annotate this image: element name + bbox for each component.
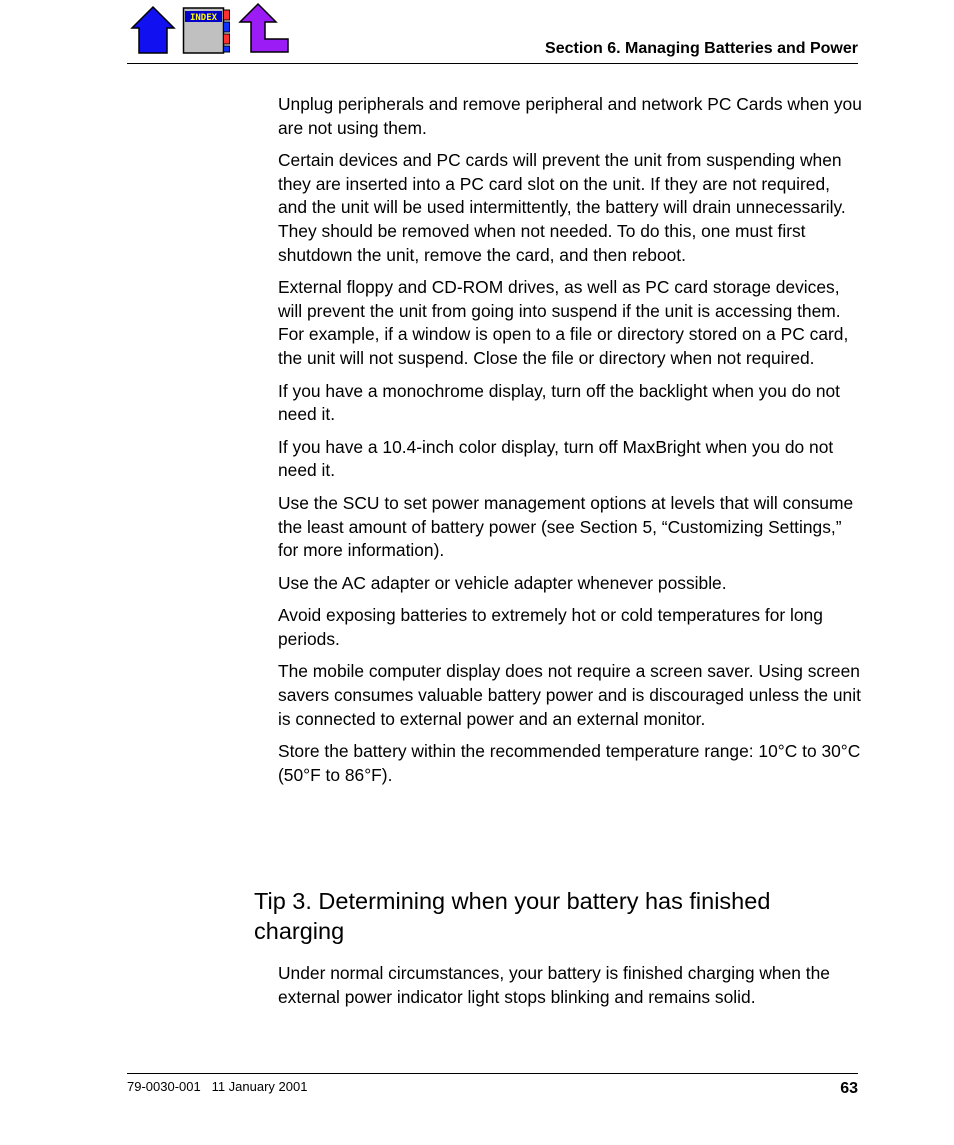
header-rule — [127, 63, 858, 64]
paragraph: Unplug peripherals and remove peripheral and network PC Cards when you are not using them. — [278, 94, 862, 138]
body-text — [278, 93, 863, 796]
paragraph: Certain devices and PC cards will prevent the unit from suspending when they are inserted into a PC card slot on the unit. If they are not required, and the unit will be used intermittently, the battery will drain unnecessarily. They should be removed when not needed. To do this, one must first shutdown the unit, remove the card, and then reboot. — [278, 150, 846, 265]
tip-heading: Tip 3. Determining when your battery has finished charging — [254, 888, 771, 944]
nav-toolbar — [130, 0, 290, 54]
tip-paragraph: Under normal circumstances, your battery is finished charging when the external power indicator light stops blinking and remains solid. — [278, 963, 830, 1007]
paragraph: External floppy and CD-ROM drives, as well as PC card storage devices, will prevent the unit from going into suspend if the unit is accessing them. For example, if a window is open to a file or directory stored on a PC card, the unit will not suspend. Close the file or directory when not required. — [278, 277, 849, 368]
section-title: Section 6. Managing Batteries and Power — [545, 40, 858, 57]
page-number: 63 — [840, 1080, 858, 1097]
paragraph: Use the SCU to set power management options at levels that will consume the least amount of battery power (see Section 5, “Customizing Settings,” for more information). — [278, 492, 854, 561]
paragraph: Use the AC adapter or vehicle adapter whenever possible. — [278, 572, 727, 593]
index-icon[interactable] — [182, 4, 232, 54]
index-icon-label: INDEX — [189, 13, 218, 23]
paragraph: The mobile computer display does not require a screen saver. Using screen savers consumes valuable battery power and is discouraged unless the unit is connected to external power and an external monitor. — [278, 661, 861, 729]
up-arrow-icon[interactable] — [238, 2, 290, 54]
footer-rule — [127, 1073, 858, 1074]
paragraph: If you have a monochrome display, turn off the backlight when you do not need it. — [278, 380, 840, 425]
paragraph: If you have a 10.4-inch color display, turn off MaxBright when you do not need it. — [278, 436, 834, 481]
footer-doc-id-date: 79-0030-001 11 January 2001 — [127, 1079, 308, 1094]
home-icon[interactable] — [130, 4, 176, 54]
paragraph: Store the battery within the recommended temperature range: 10°C to 30°C (50°F to 86°F). — [278, 741, 861, 785]
paragraph: Avoid exposing batteries to extremely hot or cold temperatures for long periods. — [278, 605, 823, 649]
